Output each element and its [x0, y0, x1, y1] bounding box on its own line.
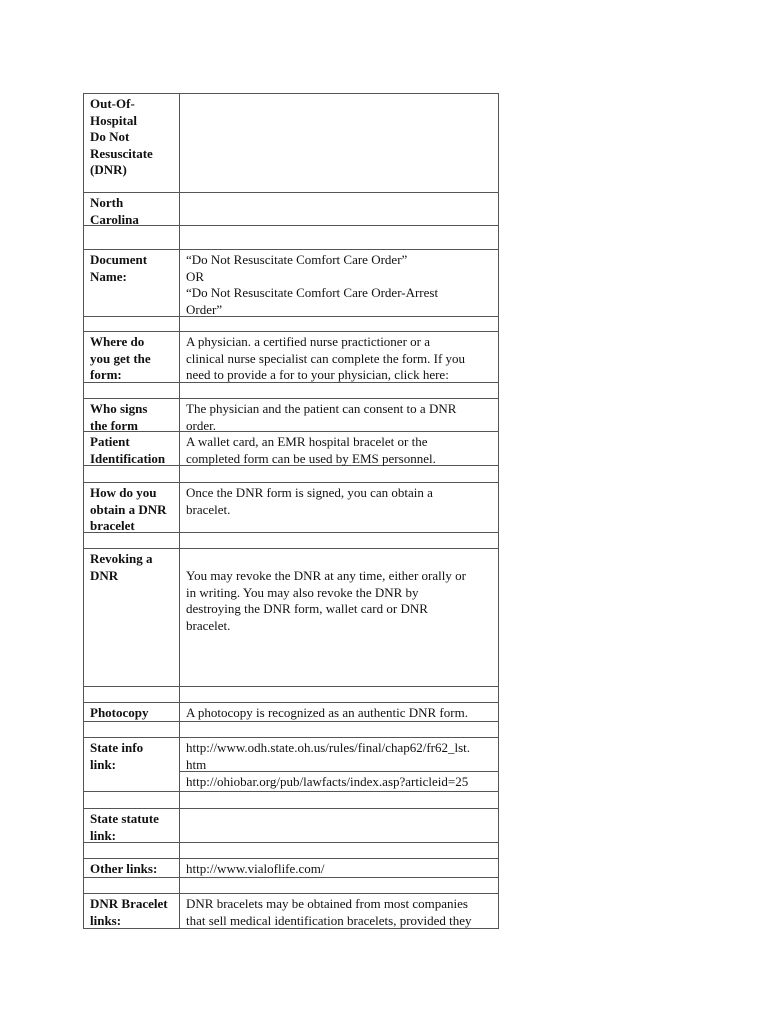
row-value	[180, 809, 498, 842]
spacer-cell	[180, 843, 498, 858]
row-label: How do you obtain a DNR bracelet	[84, 483, 180, 532]
spacer-row	[83, 877, 499, 893]
table-row	[83, 93, 499, 192]
table-row	[83, 808, 499, 842]
spacer-cell	[180, 722, 498, 737]
row-label: Out-Of- Hospital Do Not Resuscitate (DNR)	[84, 94, 180, 192]
row-value: A wallet card, an EMR hospital bracelet or the completed form can be used by EMS personnel.	[186, 434, 436, 466]
spacer-row	[83, 791, 499, 808]
row-label: Patient Identification	[84, 432, 180, 465]
row-label: North Carolina	[84, 193, 180, 225]
row-label: State info link:	[84, 738, 180, 791]
row-label: Other links:	[84, 859, 180, 877]
row-label: Where do you get the form:	[84, 332, 180, 382]
table-row	[83, 893, 499, 929]
row-value: The physician and the patient can consent to a DNR order.	[186, 401, 457, 433]
spacer-cell	[84, 792, 180, 808]
spacer-cell	[84, 687, 180, 702]
table-row	[83, 431, 499, 465]
spacer-cell	[180, 687, 498, 702]
spacer-cell	[180, 317, 498, 331]
row-value: DNR bracelets may be obtained from most companies that sell medical identification bracelets, provided they	[186, 896, 472, 928]
spacer-row	[83, 532, 499, 548]
spacer-cell	[84, 466, 180, 482]
spacer-row	[83, 316, 499, 331]
row-label: DNR Bracelet links:	[84, 894, 180, 928]
spacer-row	[83, 686, 499, 702]
spacer-cell	[84, 843, 180, 858]
row-label: Photocopy	[84, 703, 180, 721]
other-link[interactable]: http://www.vialoflife.com/	[186, 861, 325, 876]
spacer-cell	[84, 383, 180, 398]
state-info-link-2[interactable]: http://ohiobar.org/pub/lawfacts/index.asp?articleid=25	[186, 774, 469, 789]
table-row	[83, 482, 499, 532]
spacer-cell	[180, 226, 498, 249]
table-row	[83, 192, 499, 225]
spacer-row	[83, 842, 499, 858]
spacer-cell	[84, 317, 180, 331]
row-label: Revoking a DNR	[84, 549, 180, 686]
spacer-cell	[180, 878, 498, 893]
spacer-cell	[84, 878, 180, 893]
spacer-row	[83, 465, 499, 482]
row-value: A photocopy is recognized as an authentic DNR form.	[186, 705, 468, 720]
spacer-cell	[84, 533, 180, 548]
dnr-info-table	[83, 93, 499, 929]
row-label: State statute link:	[84, 809, 180, 842]
table-row	[83, 548, 499, 686]
spacer-row	[83, 225, 499, 249]
spacer-cell	[180, 383, 498, 398]
spacer-cell	[180, 792, 498, 808]
spacer-cell	[84, 226, 180, 249]
spacer-cell	[180, 466, 498, 482]
row-value: “Do Not Resuscitate Comfort Care Order” OR “Do Not Resuscitate Comfort Care Order-Arrest Order”	[186, 252, 439, 317]
row-label: Document Name:	[84, 250, 180, 316]
spacer-row	[83, 721, 499, 737]
row-value: A physician. a certified nurse practictioner or a clinical nurse specialist can complete the form. If you need to provide a for to your physician, click here:	[186, 334, 466, 382]
state-info-link-1[interactable]: http://www.odh.state.oh.us/rules/final/chap62/fr62_lst. htm	[180, 738, 498, 772]
table-row	[83, 249, 499, 316]
table-row	[83, 331, 499, 382]
table-row	[83, 398, 499, 431]
table-row	[83, 858, 499, 877]
row-value	[180, 94, 498, 192]
row-value: Once the DNR form is signed, you can obtain a bracelet.	[186, 485, 433, 517]
row-value: You may revoke the DNR at any time, either orally or in writing. You may also revoke the DNR by destroying the DNR form, wallet card or DNR bracelet.	[186, 568, 466, 633]
spacer-cell	[84, 722, 180, 737]
table-row	[83, 702, 499, 721]
spacer-cell	[180, 533, 498, 548]
link-cell	[180, 738, 498, 791]
row-label: Who signs the form	[84, 399, 180, 431]
table-row	[83, 737, 499, 791]
row-value	[180, 193, 498, 225]
spacer-row	[83, 382, 499, 398]
